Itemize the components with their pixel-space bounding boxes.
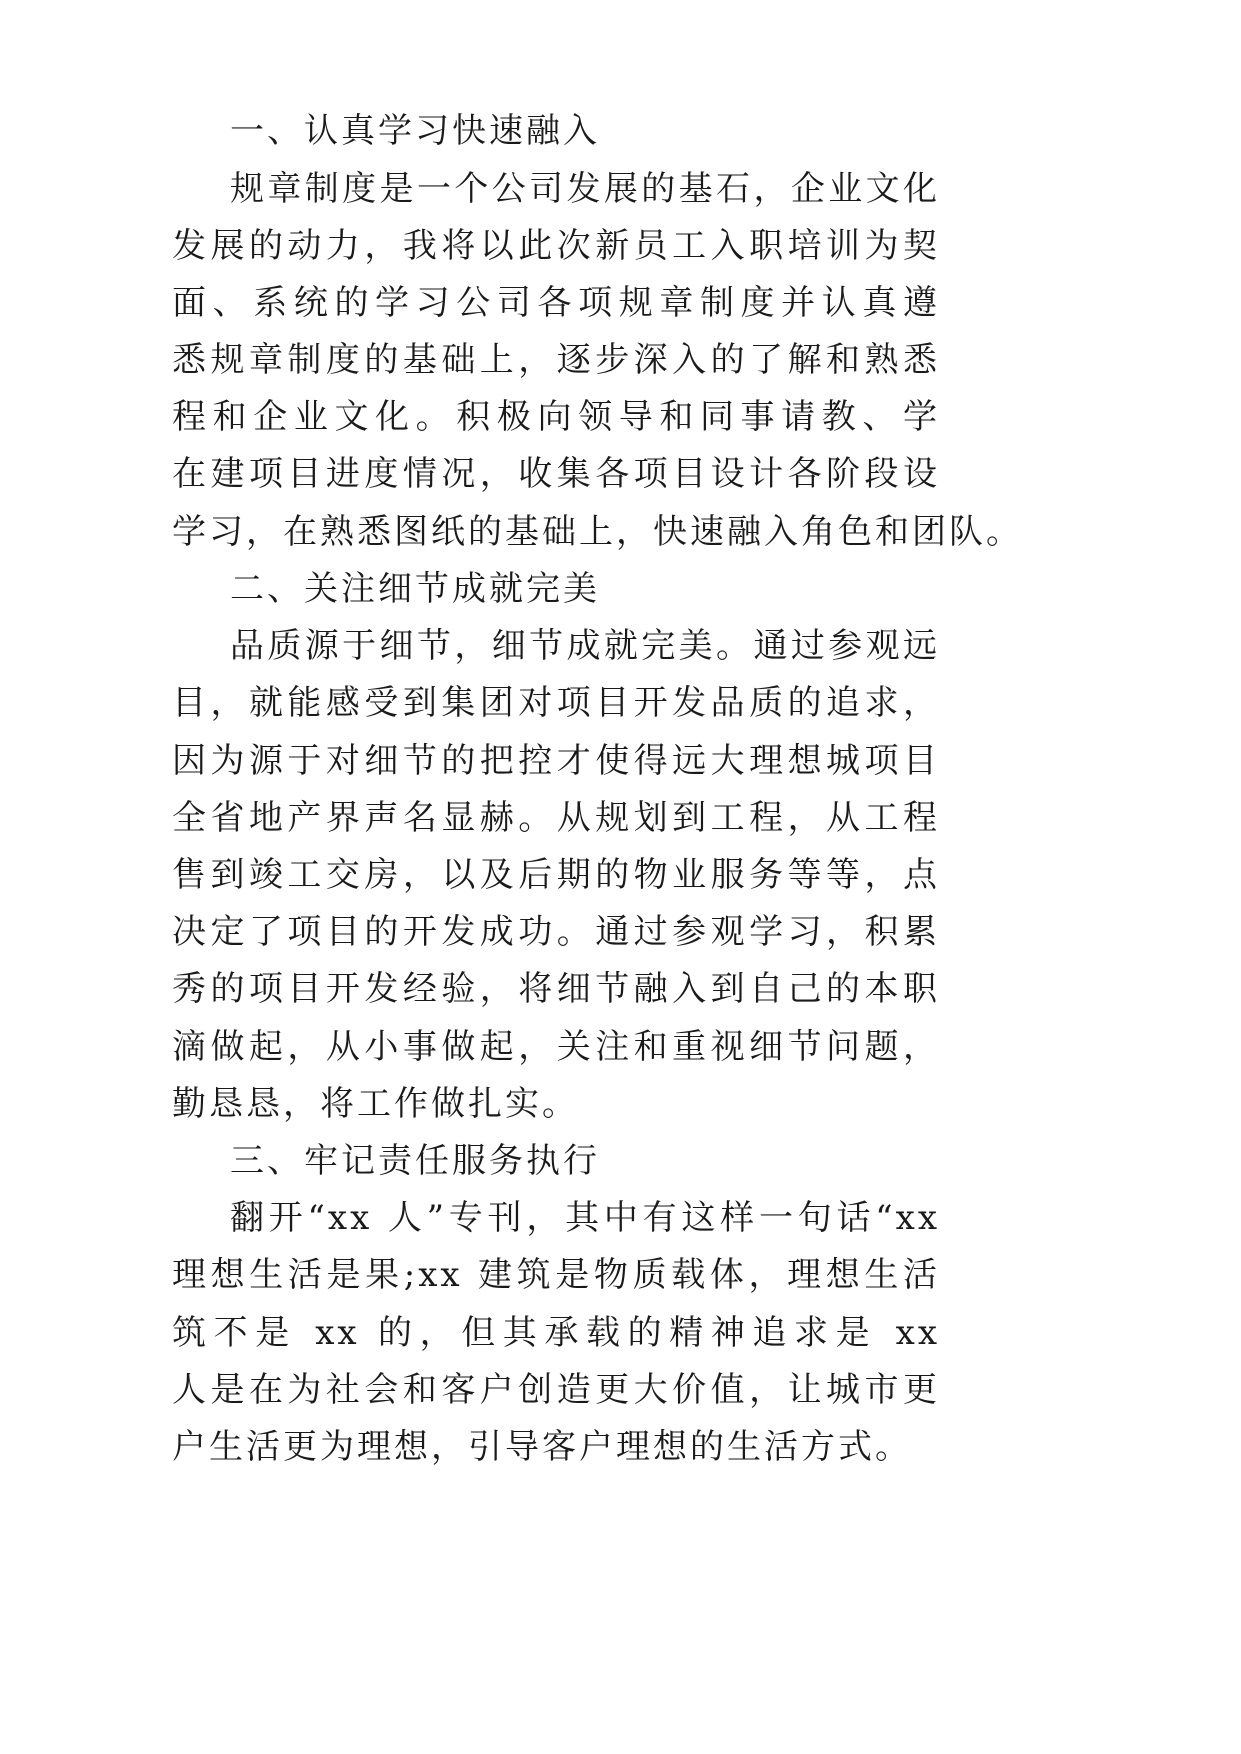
paragraph-line (0, 506, 1241, 558)
section-heading (0, 563, 1241, 615)
paragraph-line-text: 全省地产界声名显赫。从规划到工程，从工程 (172, 798, 940, 838)
paragraph-line (0, 1021, 1241, 1073)
paragraph-line (0, 792, 1241, 844)
paragraph-line (0, 620, 1241, 672)
paragraph-line-text: 发展的动力，我将以此次新员工入职培训为契 (172, 226, 940, 266)
paragraph-line-text: 筑不是 xx 的，但其承载的精神追求是 xx (172, 1313, 940, 1353)
section-heading (0, 105, 1241, 157)
paragraph-line-text: 品质源于细节，细节成就完美。通过参观远 (230, 626, 940, 666)
paragraph-line (0, 849, 1241, 901)
paragraph-line (0, 1364, 1241, 1416)
paragraph-line-text: 程和企业文化。积极向领导和同事请教、学 (172, 397, 940, 437)
paragraph-line (0, 277, 1241, 329)
paragraph-line (0, 1192, 1241, 1244)
paragraph-line (0, 963, 1241, 1015)
section-heading-text: 一、认真学习快速融入 (230, 111, 600, 151)
paragraph-line-text: 滴做起，从小事做起，关注和重视细节问题， (172, 1027, 940, 1067)
paragraph-line (0, 391, 1241, 443)
paragraph-line-text: 勤恳恳，将工作做扎实。 (172, 1084, 579, 1124)
section-heading-text: 二、关注细节成就完美 (230, 569, 600, 609)
paragraph-line-text: 决定了项目的开发成功。通过参观学习，积累 (172, 912, 940, 952)
paragraph-line-text: 学习，在熟悉图纸的基础上，快速融入角色和团队。 (172, 512, 1023, 552)
section-heading (0, 1135, 1241, 1187)
paragraph-line (0, 906, 1241, 958)
paragraph-line-text: 面、系统的学习公司各项规章制度并认真遵 (172, 283, 940, 323)
paragraph-line (0, 735, 1241, 787)
paragraph-line (0, 1307, 1241, 1359)
paragraph-line-text: 在建项目进度情况，收集各项目设计各阶段设 (172, 454, 940, 494)
paragraph-line (0, 448, 1241, 500)
paragraph-line-text: 悉规章制度的基础上，逐步深入的了解和熟悉 (172, 340, 940, 380)
paragraph-line-text: 户生活更为理想，引导客户理想的生活方式。 (172, 1427, 912, 1467)
paragraph-line-text: 规章制度是一个公司发展的基石，企业文化 (230, 169, 940, 209)
paragraph-line-text: 目，就能感受到集团对项目开发品质的追求， (172, 683, 940, 723)
paragraph-line (0, 1249, 1241, 1301)
paragraph-line-text: 因为源于对细节的把控才使得远大理想城项目 (172, 741, 940, 781)
paragraph-line-text: 翻开“xx 人”专刊，其中有这样一句话“xx (230, 1198, 940, 1238)
paragraph-line (0, 334, 1241, 386)
paragraph-line (0, 1078, 1241, 1130)
paragraph-line-text: 售到竣工交房，以及后期的物业服务等等，点 (172, 855, 940, 895)
paragraph-line (0, 163, 1241, 215)
paragraph-line (0, 220, 1241, 272)
paragraph-line-text: 秀的项目开发经验，将细节融入到自己的本职 (172, 969, 940, 1009)
section-heading-text: 三、牢记责任服务执行 (230, 1141, 600, 1181)
paragraph-line-text: 理想生活是果;xx 建筑是物质载体，理想生活 (172, 1255, 940, 1295)
paragraph-line (0, 1421, 1241, 1473)
paragraph-line (0, 677, 1241, 729)
paragraph-line-text: 人是在为社会和客户创造更大价值，让城市更 (172, 1370, 940, 1410)
